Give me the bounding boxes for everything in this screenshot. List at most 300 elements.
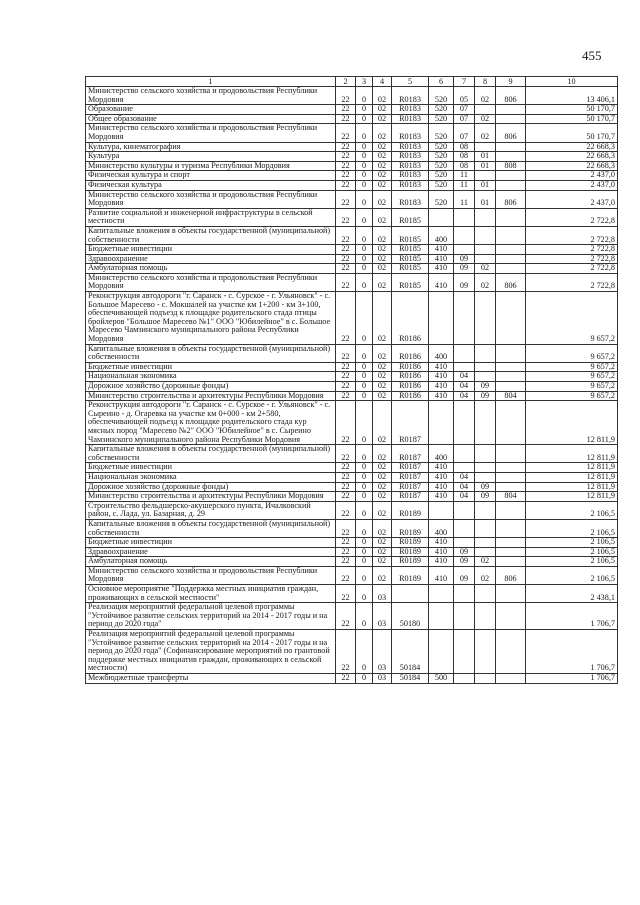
subprogram-code-cell: 0 — [356, 208, 373, 226]
program-code-cell: 22 — [336, 190, 356, 208]
subsection-code-cell: 02 — [475, 566, 496, 584]
subsection-code-cell — [475, 171, 496, 181]
expense-type-code-cell: 400 — [429, 445, 454, 463]
expense-type-code-cell: 410 — [429, 492, 454, 502]
item-name-cell: Капитальные вложения в объекты государственной (муниципальной) собственности — [86, 445, 336, 463]
ministry-code-cell — [496, 254, 526, 264]
ministry-code-cell: 806 — [496, 87, 526, 105]
subprogram-code-cell: 0 — [356, 142, 373, 152]
section-code-cell: 09 — [454, 273, 475, 291]
subprogram-code-cell: 0 — [356, 190, 373, 208]
direction-code-cell: R0183 — [392, 171, 429, 181]
direction-code-cell: 50184 — [392, 630, 429, 674]
expense-type-code-cell: 520 — [429, 171, 454, 181]
subprogram-code-cell: 0 — [356, 401, 373, 445]
section-code-cell: 04 — [454, 482, 475, 492]
amount-cell: 12 811,9 — [526, 492, 618, 502]
item-name-cell: Реализация мероприятий федеральной целевой программы "Устойчивое развитие сельских территорий на 2014 - 2017 годы и на период до 2020 года" — [86, 603, 336, 630]
subsection-code-cell: 02 — [475, 557, 496, 567]
program-code-cell: 22 — [336, 226, 356, 244]
item-name-cell: Культура — [86, 152, 336, 162]
table-row — [86, 674, 618, 684]
direction-code-cell: R0185 — [392, 226, 429, 244]
program-code-cell: 22 — [336, 585, 356, 603]
table-row — [86, 264, 618, 274]
expense-type-code-cell: 400 — [429, 226, 454, 244]
item-name-cell: Национальная экономика — [86, 372, 336, 382]
ministry-code-cell — [496, 674, 526, 684]
subsection-code-cell — [475, 226, 496, 244]
program-code-cell: 22 — [336, 114, 356, 124]
subsection-code-cell: 02 — [475, 273, 496, 291]
measure-code-cell: 02 — [373, 292, 392, 345]
program-code-cell: 22 — [336, 382, 356, 392]
item-name-cell: Строительство фельдшерско-акушерского пункта, Ичалковский район, с. Лада, ул. Базарная, д. 29 — [86, 501, 336, 519]
ministry-code-cell — [496, 501, 526, 519]
table-row — [86, 87, 618, 105]
item-name-cell: Дорожное хозяйство (дорожные фонды) — [86, 382, 336, 392]
subprogram-code-cell: 0 — [356, 674, 373, 684]
subprogram-code-cell: 0 — [356, 501, 373, 519]
subsection-code-cell — [475, 630, 496, 674]
item-name-cell: Развитие социальной и инженерной инфраструктуры в сельской местности — [86, 208, 336, 226]
program-code-cell: 22 — [336, 519, 356, 537]
subsection-code-cell — [475, 254, 496, 264]
subsection-code-cell — [475, 142, 496, 152]
subprogram-code-cell: 0 — [356, 566, 373, 584]
amount-cell: 9 657,2 — [526, 382, 618, 392]
amount-cell: 1 706,7 — [526, 603, 618, 630]
subsection-code-cell — [475, 472, 496, 482]
ministry-code-cell — [496, 538, 526, 548]
item-name-cell: Физическая культура — [86, 180, 336, 190]
amount-cell: 12 811,9 — [526, 482, 618, 492]
ministry-code-cell — [496, 585, 526, 603]
item-name-cell: Бюджетные инвестиции — [86, 463, 336, 473]
item-name-cell: Капитальные вложения в объекты государственной (муниципальной) собственности — [86, 519, 336, 537]
section-code-cell — [454, 538, 475, 548]
program-code-cell: 22 — [336, 630, 356, 674]
subprogram-code-cell: 0 — [356, 492, 373, 502]
program-code-cell: 22 — [336, 482, 356, 492]
measure-code-cell: 02 — [373, 124, 392, 142]
amount-cell: 2 722,8 — [526, 254, 618, 264]
item-name-cell: Министерство культуры и туризма Республики Мордовия — [86, 161, 336, 171]
measure-code-cell: 02 — [373, 142, 392, 152]
direction-code-cell: R0183 — [392, 152, 429, 162]
item-name-cell: Реконструкция автодороги "г. Саранск - с. Сурское - г. Ульяновск" - с. Большое Маресево - с. Мокшалей на участке км 1+200 - км 3+100, обеспечивающей подъезд к площадке родительского стада птицы бройлеров "Большое Маресево №1" ООО "Юбилейное" в с. Большое Маресево Чамзинского муниципального района Республики Мордовия — [86, 292, 336, 345]
item-name-cell: Основное мероприятие "Поддержка местных инициатив граждан, проживающих в сельской местности" — [86, 585, 336, 603]
table-row — [86, 445, 618, 463]
table-row — [86, 382, 618, 392]
direction-code-cell: R0183 — [392, 114, 429, 124]
header-row — [86, 77, 618, 87]
measure-code-cell: 03 — [373, 585, 392, 603]
expense-type-code-cell: 410 — [429, 463, 454, 473]
table-row — [86, 538, 618, 548]
expense-type-code-cell: 520 — [429, 161, 454, 171]
measure-code-cell: 02 — [373, 519, 392, 537]
expense-type-code-cell: 410 — [429, 362, 454, 372]
amount-cell: 12 811,9 — [526, 463, 618, 473]
direction-code-cell: R0183 — [392, 142, 429, 152]
ministry-code-cell — [496, 208, 526, 226]
ministry-code-cell — [496, 180, 526, 190]
measure-code-cell: 02 — [373, 180, 392, 190]
subsection-code-cell — [475, 674, 496, 684]
direction-code-cell: R0186 — [392, 382, 429, 392]
expense-type-code-cell: 410 — [429, 273, 454, 291]
section-code-cell: 11 — [454, 190, 475, 208]
direction-code-cell: R0186 — [392, 362, 429, 372]
amount-cell: 9 657,2 — [526, 292, 618, 345]
table-header — [86, 77, 618, 87]
expense-type-code-cell: 520 — [429, 105, 454, 115]
item-name-cell: Амбулаторная помощь — [86, 557, 336, 567]
expense-type-code-cell — [429, 630, 454, 674]
expense-type-code-cell — [429, 208, 454, 226]
measure-code-cell: 03 — [373, 674, 392, 684]
subprogram-code-cell: 0 — [356, 482, 373, 492]
ministry-code-cell — [496, 142, 526, 152]
section-code-cell: 04 — [454, 492, 475, 502]
expense-type-code-cell: 410 — [429, 557, 454, 567]
section-code-cell — [454, 208, 475, 226]
program-code-cell: 22 — [336, 208, 356, 226]
subsection-code-cell: 02 — [475, 264, 496, 274]
expense-type-code-cell: 410 — [429, 482, 454, 492]
subprogram-code-cell: 0 — [356, 472, 373, 482]
item-name-cell: Амбулаторная помощь — [86, 264, 336, 274]
measure-code-cell: 02 — [373, 87, 392, 105]
subsection-code-cell: 09 — [475, 492, 496, 502]
subprogram-code-cell: 0 — [356, 124, 373, 142]
ministry-code-cell — [496, 264, 526, 274]
measure-code-cell: 02 — [373, 445, 392, 463]
subsection-code-cell — [475, 105, 496, 115]
measure-code-cell: 02 — [373, 362, 392, 372]
column-header-10: 10 — [526, 77, 618, 87]
expense-type-code-cell: 520 — [429, 152, 454, 162]
direction-code-cell: R0186 — [392, 372, 429, 382]
expense-type-code-cell: 410 — [429, 547, 454, 557]
expense-type-code-cell: 410 — [429, 391, 454, 401]
item-name-cell: Министерство сельского хозяйства и продовольствия Республики Мордовия — [86, 87, 336, 105]
subsection-code-cell — [475, 372, 496, 382]
subprogram-code-cell: 0 — [356, 463, 373, 473]
budget-table — [85, 76, 618, 684]
table-row — [86, 254, 618, 264]
table-row — [86, 482, 618, 492]
section-code-cell — [454, 226, 475, 244]
table-row — [86, 292, 618, 345]
section-code-cell — [454, 245, 475, 255]
subprogram-code-cell: 0 — [356, 264, 373, 274]
subprogram-code-cell: 0 — [356, 226, 373, 244]
program-code-cell: 22 — [336, 87, 356, 105]
section-code-cell: 08 — [454, 142, 475, 152]
section-code-cell — [454, 630, 475, 674]
section-code-cell — [454, 401, 475, 445]
subsection-code-cell: 02 — [475, 114, 496, 124]
amount-cell: 2 437,0 — [526, 180, 618, 190]
direction-code-cell: 50184 — [392, 674, 429, 684]
expense-type-code-cell: 520 — [429, 180, 454, 190]
column-header-5: 5 — [392, 77, 429, 87]
measure-code-cell: 02 — [373, 105, 392, 115]
subsection-code-cell: 01 — [475, 161, 496, 171]
subsection-code-cell: 01 — [475, 190, 496, 208]
ministry-code-cell — [496, 547, 526, 557]
table-row — [86, 630, 618, 674]
program-code-cell: 22 — [336, 391, 356, 401]
amount-cell: 13 406,1 — [526, 87, 618, 105]
direction-code-cell: R0185 — [392, 254, 429, 264]
measure-code-cell: 02 — [373, 171, 392, 181]
section-code-cell: 07 — [454, 124, 475, 142]
subprogram-code-cell: 0 — [356, 372, 373, 382]
column-header-8: 8 — [475, 77, 496, 87]
item-name-cell: Министерство сельского хозяйства и продовольствия Республики Мордовия — [86, 273, 336, 291]
amount-cell: 1 706,7 — [526, 630, 618, 674]
ministry-code-cell: 806 — [496, 273, 526, 291]
direction-code-cell: R0186 — [392, 292, 429, 345]
ministry-code-cell — [496, 226, 526, 244]
section-code-cell — [454, 362, 475, 372]
program-code-cell: 22 — [336, 142, 356, 152]
item-name-cell: Национальная экономика — [86, 472, 336, 482]
subprogram-code-cell: 0 — [356, 292, 373, 345]
program-code-cell: 22 — [336, 362, 356, 372]
subsection-code-cell: 09 — [475, 382, 496, 392]
measure-code-cell: 02 — [373, 501, 392, 519]
direction-code-cell: R0187 — [392, 472, 429, 482]
table-row — [86, 603, 618, 630]
subprogram-code-cell: 0 — [356, 180, 373, 190]
table-body — [86, 87, 618, 684]
subprogram-code-cell: 0 — [356, 87, 373, 105]
table-row — [86, 105, 618, 115]
item-name-cell: Образование — [86, 105, 336, 115]
page-number: 455 — [582, 48, 602, 63]
expense-type-code-cell: 410 — [429, 264, 454, 274]
subprogram-code-cell: 0 — [356, 519, 373, 537]
measure-code-cell: 03 — [373, 630, 392, 674]
amount-cell: 50 170,7 — [526, 105, 618, 115]
subprogram-code-cell: 0 — [356, 585, 373, 603]
program-code-cell: 22 — [336, 566, 356, 584]
ministry-code-cell — [496, 519, 526, 537]
ministry-code-cell — [496, 292, 526, 345]
ministry-code-cell — [496, 245, 526, 255]
section-code-cell: 09 — [454, 566, 475, 584]
measure-code-cell: 02 — [373, 472, 392, 482]
table-row — [86, 566, 618, 584]
expense-type-code-cell: 400 — [429, 519, 454, 537]
direction-code-cell: R0189 — [392, 547, 429, 557]
subsection-code-cell: 02 — [475, 124, 496, 142]
amount-cell: 2 437,0 — [526, 190, 618, 208]
section-code-cell: 09 — [454, 547, 475, 557]
item-name-cell: Общее образование — [86, 114, 336, 124]
subprogram-code-cell: 0 — [356, 245, 373, 255]
subsection-code-cell: 02 — [475, 87, 496, 105]
measure-code-cell: 02 — [373, 226, 392, 244]
section-code-cell — [454, 445, 475, 463]
subprogram-code-cell: 0 — [356, 344, 373, 362]
direction-code-cell: 50180 — [392, 603, 429, 630]
expense-type-code-cell — [429, 501, 454, 519]
expense-type-code-cell: 410 — [429, 254, 454, 264]
direction-code-cell: R0187 — [392, 463, 429, 473]
direction-code-cell: R0185 — [392, 208, 429, 226]
program-code-cell: 22 — [336, 152, 356, 162]
ministry-code-cell — [496, 362, 526, 372]
program-code-cell: 22 — [336, 264, 356, 274]
measure-code-cell: 02 — [373, 190, 392, 208]
ministry-code-cell — [496, 482, 526, 492]
ministry-code-cell — [496, 171, 526, 181]
measure-code-cell: 02 — [373, 273, 392, 291]
program-code-cell: 22 — [336, 557, 356, 567]
section-code-cell: 09 — [454, 254, 475, 264]
amount-cell: 50 170,7 — [526, 124, 618, 142]
item-name-cell: Межбюджетные трансферты — [86, 674, 336, 684]
direction-code-cell: R0185 — [392, 264, 429, 274]
section-code-cell: 09 — [454, 557, 475, 567]
direction-code-cell: R0183 — [392, 190, 429, 208]
direction-code-cell: R0189 — [392, 538, 429, 548]
subsection-code-cell: 01 — [475, 180, 496, 190]
direction-code-cell: R0187 — [392, 401, 429, 445]
item-name-cell: Бюджетные инвестиции — [86, 245, 336, 255]
column-header-1: 1 — [86, 77, 336, 87]
measure-code-cell: 02 — [373, 463, 392, 473]
ministry-code-cell — [496, 382, 526, 392]
ministry-code-cell: 806 — [496, 566, 526, 584]
amount-cell: 2 438,1 — [526, 585, 618, 603]
item-name-cell: Капитальные вложения в объекты государственной (муниципальной) собственности — [86, 226, 336, 244]
table-row — [86, 463, 618, 473]
amount-cell: 2 722,8 — [526, 245, 618, 255]
ministry-code-cell: 806 — [496, 190, 526, 208]
ministry-code-cell — [496, 105, 526, 115]
direction-code-cell: R0189 — [392, 566, 429, 584]
amount-cell: 9 657,2 — [526, 372, 618, 382]
amount-cell: 9 657,2 — [526, 344, 618, 362]
ministry-code-cell — [496, 114, 526, 124]
subsection-code-cell — [475, 401, 496, 445]
measure-code-cell: 02 — [373, 482, 392, 492]
expense-type-code-cell: 520 — [429, 124, 454, 142]
measure-code-cell: 02 — [373, 401, 392, 445]
program-code-cell: 22 — [336, 472, 356, 482]
section-code-cell: 08 — [454, 152, 475, 162]
table-row — [86, 401, 618, 445]
direction-code-cell — [392, 585, 429, 603]
ministry-code-cell — [496, 630, 526, 674]
table-row — [86, 492, 618, 502]
measure-code-cell: 02 — [373, 372, 392, 382]
amount-cell: 22 668,3 — [526, 152, 618, 162]
measure-code-cell: 02 — [373, 492, 392, 502]
subprogram-code-cell: 0 — [356, 114, 373, 124]
expense-type-code-cell: 520 — [429, 114, 454, 124]
table-row — [86, 152, 618, 162]
table-row — [86, 190, 618, 208]
expense-type-code-cell: 520 — [429, 142, 454, 152]
measure-code-cell: 02 — [373, 114, 392, 124]
expense-type-code-cell — [429, 292, 454, 345]
item-name-cell: Культура, кинематография — [86, 142, 336, 152]
table-row — [86, 519, 618, 537]
amount-cell: 12 811,9 — [526, 445, 618, 463]
program-code-cell: 22 — [336, 603, 356, 630]
program-code-cell: 22 — [336, 463, 356, 473]
direction-code-cell: R0189 — [392, 519, 429, 537]
ministry-code-cell — [496, 401, 526, 445]
program-code-cell: 22 — [336, 292, 356, 345]
subprogram-code-cell: 0 — [356, 391, 373, 401]
direction-code-cell: R0183 — [392, 105, 429, 115]
subprogram-code-cell: 0 — [356, 105, 373, 115]
subprogram-code-cell: 0 — [356, 362, 373, 372]
amount-cell: 1 706,7 — [526, 674, 618, 684]
direction-code-cell: R0183 — [392, 87, 429, 105]
expense-type-code-cell: 520 — [429, 87, 454, 105]
subsection-code-cell — [475, 292, 496, 345]
subsection-code-cell — [475, 245, 496, 255]
table-row — [86, 142, 618, 152]
expense-type-code-cell: 410 — [429, 245, 454, 255]
subsection-code-cell — [475, 519, 496, 537]
amount-cell: 12 811,9 — [526, 401, 618, 445]
ministry-code-cell — [496, 463, 526, 473]
program-code-cell: 22 — [336, 401, 356, 445]
direction-code-cell: R0187 — [392, 482, 429, 492]
section-code-cell — [454, 463, 475, 473]
subsection-code-cell: 09 — [475, 391, 496, 401]
subprogram-code-cell: 0 — [356, 382, 373, 392]
direction-code-cell: R0185 — [392, 245, 429, 255]
amount-cell: 2 106,5 — [526, 557, 618, 567]
item-name-cell: Реконструкция автодороги "г. Саранск - с. Сурское - г. Ульяновск" - с. Сыреино - д. Огаревка на участке км 0+000 - км 2+580, обеспечивающей подъезд к площадке родительского стада кур мясных пород "Маресево №2" ООО "Юбилейное" в с. Сыреино Чамзинского муниципального района Республики Мордовия — [86, 401, 336, 445]
expense-type-code-cell: 410 — [429, 372, 454, 382]
table-row — [86, 557, 618, 567]
program-code-cell: 22 — [336, 501, 356, 519]
subprogram-code-cell: 0 — [356, 547, 373, 557]
item-name-cell: Министерство строительства и архитектуры Республики Мордовия — [86, 492, 336, 502]
expense-type-code-cell: 410 — [429, 566, 454, 584]
ministry-code-cell: 804 — [496, 391, 526, 401]
amount-cell: 2 106,5 — [526, 538, 618, 548]
column-header-6: 6 — [429, 77, 454, 87]
amount-cell: 22 668,3 — [526, 161, 618, 171]
measure-code-cell: 02 — [373, 382, 392, 392]
subprogram-code-cell: 0 — [356, 161, 373, 171]
subsection-code-cell — [475, 208, 496, 226]
direction-code-cell: R0187 — [392, 492, 429, 502]
program-code-cell: 22 — [336, 171, 356, 181]
program-code-cell: 22 — [336, 245, 356, 255]
program-code-cell: 22 — [336, 538, 356, 548]
program-code-cell: 22 — [336, 445, 356, 463]
section-code-cell: 04 — [454, 382, 475, 392]
table-row — [86, 344, 618, 362]
program-code-cell: 22 — [336, 674, 356, 684]
item-name-cell: Реализация мероприятий федеральной целевой программы "Устойчивое развитие сельских территорий на 2014 - 2017 годы и на период до 2020 года" (Софинансирование мероприятий по грантовой поддержке местных инициатив граждан, проживающих в сельской местности) — [86, 630, 336, 674]
measure-code-cell: 02 — [373, 245, 392, 255]
